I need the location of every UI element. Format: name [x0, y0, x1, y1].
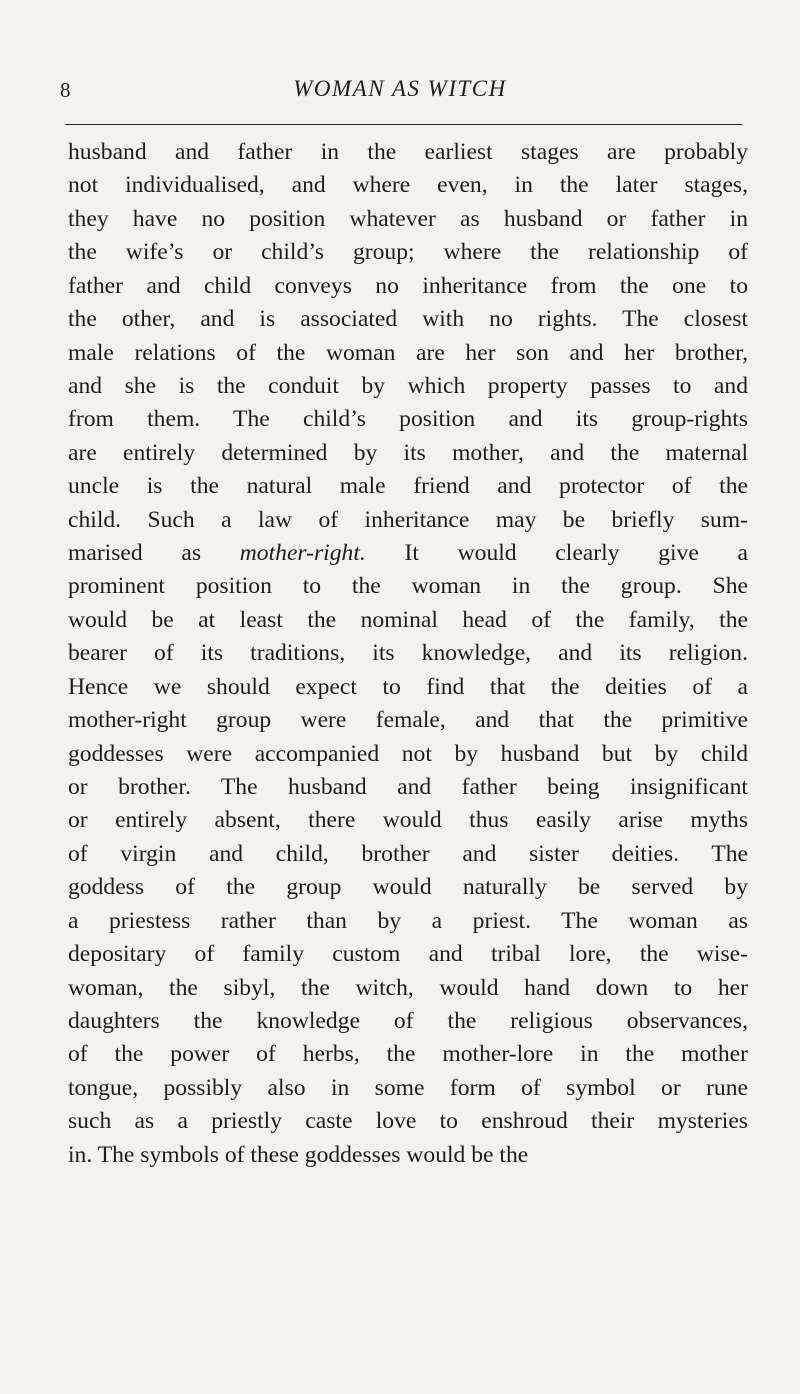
text-line: Hence we should expect to find that the deities of a — [68, 673, 748, 700]
text-line: of the power of herbs, the mother-lore in the mother — [68, 1041, 748, 1068]
page-number: 8 — [60, 78, 71, 102]
text-line: tongue, possibly also in some form of symbol or rune — [68, 1074, 748, 1101]
text-line: or entirely absent, there would thus easily arise myths — [68, 807, 748, 834]
text-line: woman, the sibyl, the witch, would hand down to her — [68, 974, 748, 1001]
text-line: goddess of the group would naturally be served by — [68, 874, 748, 901]
text-line: depositary of family custom and tribal lore, the wise- — [68, 941, 748, 968]
text-line: uncle is the natural male friend and protector of the — [68, 473, 748, 500]
text-line-with-italic — [68, 537, 748, 570]
text-line: the other, and is associated with no rights. The closest — [68, 306, 748, 333]
text-segment: It would clearly give a — [365, 540, 748, 567]
text-line: father and child conveys no inheritance from the one to — [68, 272, 748, 299]
text-line: of virgin and child, brother and sister deities. The — [68, 840, 748, 867]
text-line: they have no position whatever as husband or father in — [68, 205, 748, 232]
text-line: are entirely determined by its mother, and the maternal — [68, 439, 748, 466]
italic-term: mother-right. — [239, 540, 366, 567]
text-line: child. Such a law of inheritance may be briefly sum- — [68, 506, 748, 533]
text-line: bearer of its traditions, its knowledge, and its religion. — [68, 640, 748, 667]
text-line: a priestess rather than by a priest. The woman as — [68, 907, 748, 934]
running-head: WOMAN AS WITCH — [293, 76, 507, 101]
text-line: not individualised, and where even, in the later stages, — [68, 172, 748, 199]
header-rule — [65, 124, 742, 125]
text-line: from them. The child’s position and its group-rights — [68, 406, 748, 433]
text-line: would be at least the nominal head of the family, the — [68, 606, 748, 633]
text-line: daughters the knowledge of the religious observances, — [68, 1007, 748, 1034]
text-line: husband and father in the earliest stages are probably — [68, 139, 748, 165]
text-segment: marised as — [68, 540, 240, 567]
text-line: goddesses were accompanied not by husband but by child — [68, 740, 748, 767]
text-line: the wife’s or child’s group; where the relationship of — [68, 239, 748, 266]
text-line: or brother. The husband and father being insignificant — [68, 774, 748, 801]
text-line: and she is the conduit by which property passes to and — [68, 372, 748, 399]
text-line: prominent position to the woman in the group. She — [68, 573, 748, 600]
text-line: male relations of the woman are her son and her brother, — [68, 339, 748, 366]
text-line: such as a priestly caste love to enshroud their mysteries — [68, 1108, 748, 1135]
body-text — [68, 136, 748, 1172]
text-line: mother-right group were female, and that the primitive — [68, 707, 748, 734]
text-line: in. The symbols of these goddesses would be the — [68, 1141, 529, 1168]
